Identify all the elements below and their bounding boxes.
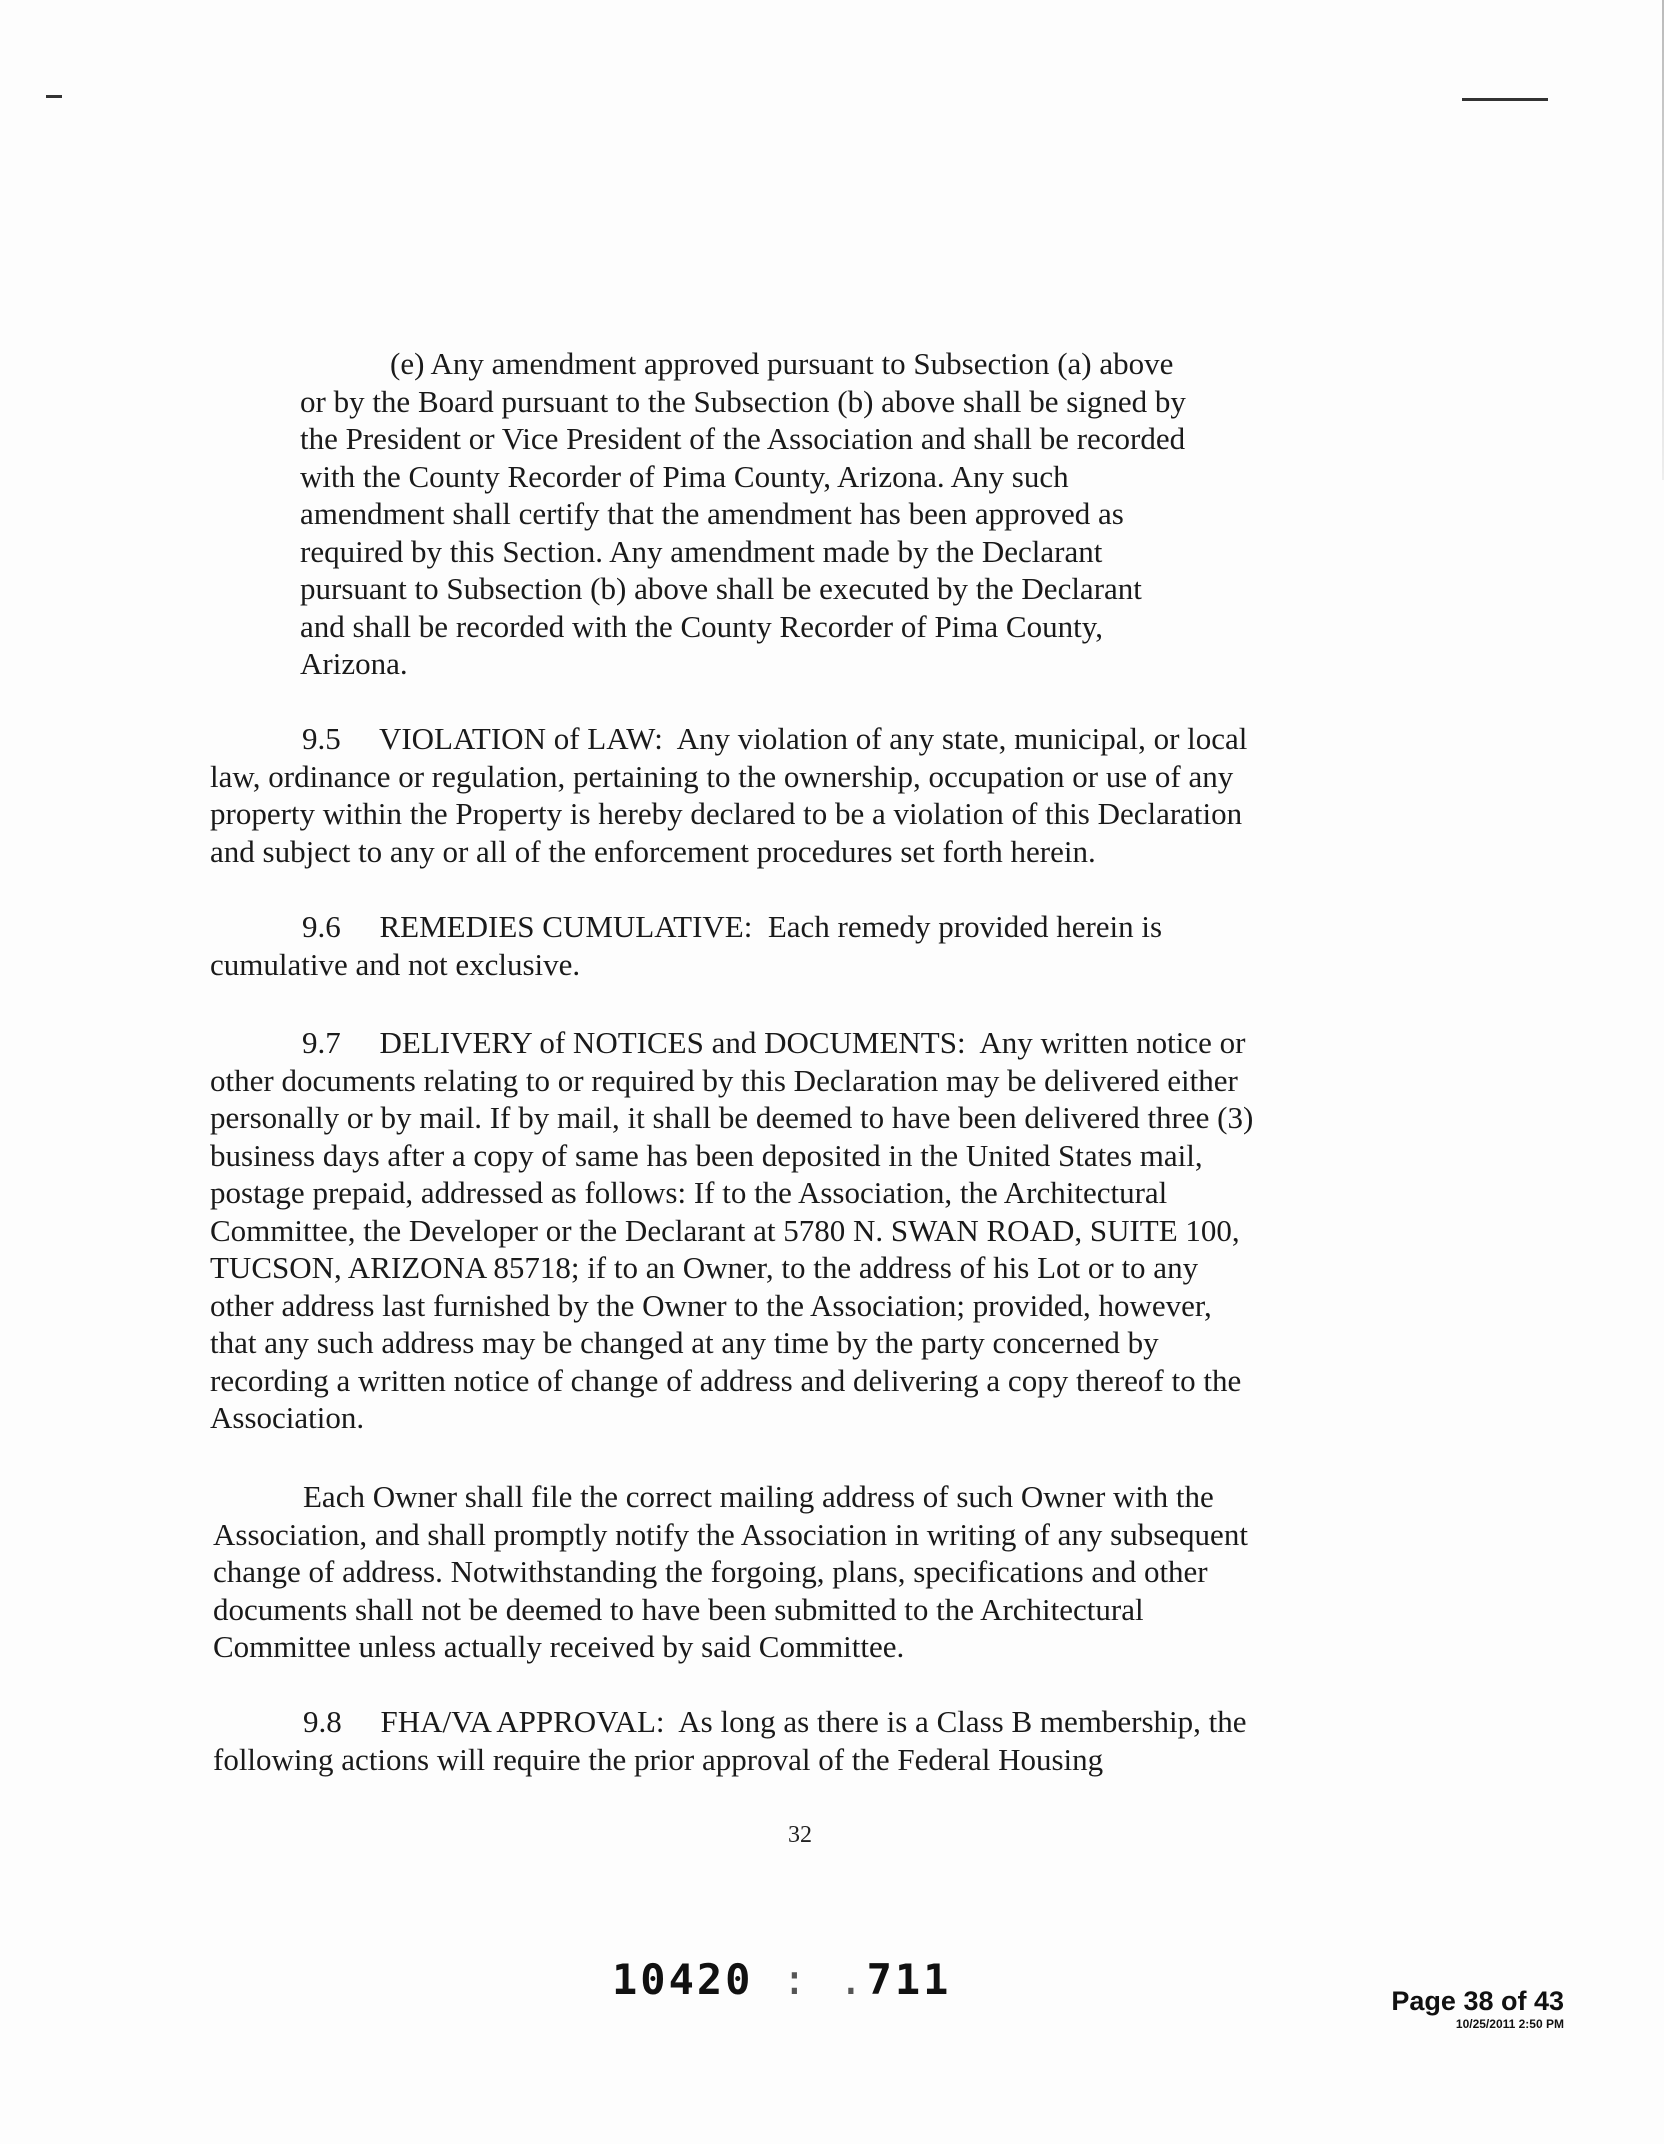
stamp-main: 10420 <box>612 1955 754 2004</box>
section-9-7-line-8: other address last furnished by the Owner to the Association; provided, however, <box>210 1287 1212 1323</box>
owner-para-line-5: Committee unless actually received by said Committee. <box>213 1629 905 1664</box>
section-9-7-line-9: that any such address may be changed at any time by the party concerned by <box>210 1325 1159 1360</box>
section-9-5-line-2: law, ordinance or regulation, pertaining to the ownership, occupation or use of any <box>210 758 1234 794</box>
section-9-7-line-4: business days after a copy of same has been deposited in the United States mail, <box>210 1137 1203 1173</box>
section-9-7-line-1: 9.7 DELIVERY of NOTICES and DOCUMENTS: Any written notice or <box>302 1025 1246 1060</box>
section-9-5-line-4: and subject to any or all of the enforcement procedures set forth herein. <box>210 833 1096 869</box>
subsection-e-line-5: amendment shall certify that the amendment has been approved as <box>300 496 1124 531</box>
subsection-e-line-2: or by the Board pursuant to the Subsection (b) above shall be signed by <box>300 383 1186 419</box>
section-9-7-line-7: TUCSON, ARIZONA 85718; if to an Owner, to the address of his Lot or to any <box>210 1250 1199 1285</box>
section-9-8 <box>213 1703 1247 1778</box>
scan-mark-left <box>46 95 62 98</box>
owner-para-line-2: Association, and shall promptly notify the Association in writing of any subsequent <box>213 1516 1248 1552</box>
scan-mark-right <box>1462 98 1548 101</box>
subsection-e-line-8: and shall be recorded with the County Recorder of Pima County, <box>300 608 1103 644</box>
section-9-7-line-5: postage prepaid, addressed as follows: If to the Association, the Architectural <box>210 1175 1168 1210</box>
section-9-7-line-11: Association. <box>210 1400 365 1435</box>
subsection-e-line-9: Arizona. <box>300 646 408 681</box>
owner-para-line-4: documents shall not be deemed to have been submitted to the Architectural <box>213 1591 1144 1627</box>
section-9-7 <box>210 1024 1253 1437</box>
section-9-7-line-3: personally or by mail. If by mail, it shall be deemed to have been delivered three (3) <box>210 1100 1254 1135</box>
section-9-7-line-10: recording a written notice of change of address and delivering a copy thereof to the <box>210 1362 1242 1398</box>
section-9-8-line-1: 9.8 FHA/VA APPROVAL: As long as there is a Class B membership, the <box>303 1704 1247 1739</box>
section-9-8-line-2: following actions will require the prior approval of the Federal Housing <box>213 1741 1104 1777</box>
stamp-faint: : . <box>753 1955 867 2004</box>
section-9-7-line-2: other documents relating to or required by this Declaration may be delivered either <box>210 1062 1238 1098</box>
section-9-6-line-1: 9.6 REMEDIES CUMULATIVE: Each remedy provided herein is <box>302 909 1163 944</box>
print-timestamp: 10/25/2011 2:50 PM <box>1455 2017 1564 2031</box>
owner-para-line-3: change of address. Notwithstanding the forgoing, plans, specifications and other <box>213 1554 1208 1589</box>
page-count-block <box>1391 1986 1564 2032</box>
page-count: Page 38 of 43 <box>1391 1986 1564 2016</box>
stamp-tail: 711 <box>866 1955 952 2004</box>
subsection-e-line-7: pursuant to Subsection (b) above shall be executed by the Declarant <box>300 571 1142 606</box>
recording-stamp <box>612 1955 951 2004</box>
section-9-6 <box>210 908 1162 983</box>
section-9-5-line-3: property within the Property is hereby declared to be a violation of this Declaration <box>210 796 1243 831</box>
subsection-e-line-3: the President or Vice President of the Association and shall be recorded <box>300 421 1186 456</box>
page-number: 32 <box>788 1822 812 1848</box>
section-9-7-line-6: Committee, the Developer or the Declarant at 5780 N. SWAN ROAD, SUITE 100, <box>210 1212 1240 1248</box>
section-9-5 <box>210 720 1247 870</box>
owner-para-line-1: Each Owner shall file the correct mailing address of such Owner with the <box>303 1479 1214 1514</box>
section-9-5-line-1: 9.5 VIOLATION of LAW: Any violation of any state, municipal, or local <box>302 721 1248 756</box>
subsection-e-line-1: (e) Any amendment approved pursuant to Subsection (a) above <box>390 346 1174 381</box>
owner-address-paragraph <box>213 1478 1248 1666</box>
subsection-e-line-4: with the County Recorder of Pima County, Arizona. Any such <box>300 458 1069 494</box>
section-9-6-line-2: cumulative and not exclusive. <box>210 946 581 982</box>
subsection-e <box>300 345 1186 683</box>
subsection-e-line-6: required by this Section. Any amendment made by the Declarant <box>300 533 1103 569</box>
